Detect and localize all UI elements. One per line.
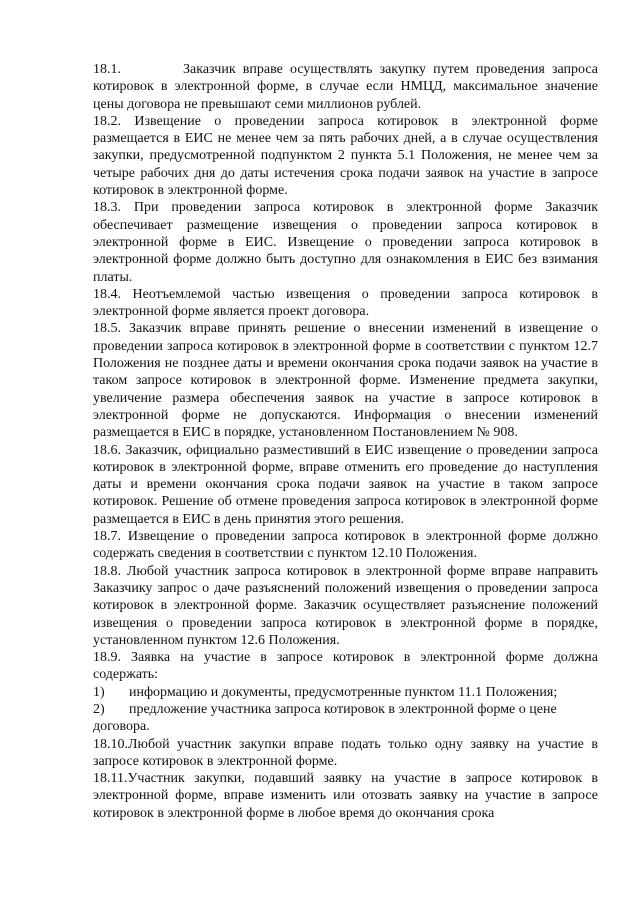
paragraph-text: При проведении запроса котировок в электронной форме Заказчик обеспечивает размещение извещения о проведении запроса котировок в электронной форме в ЕИС. Извещение о проведении запроса котировок в электронной форме должно быть доступно для ознакомления в ЕИС без взимания платы. <box>93 200 599 285</box>
paragraph-text: Заказчик, официально разместивший в ЕИС извещение о проведении запроса котировок в электронной форме, вправе отменить его проведение до наступления даты и времени окончания срока подачи заявок на участие в таком запросе котировок. Решение об отмене проведения запроса котировок в электронной форме размещается в ЕИС в день принятия этого решения. <box>93 442 599 527</box>
paragraph-18-11 <box>93 770 598 822</box>
list-item-text: предложение участника запроса котировок в электронной форме о цене <box>129 701 557 717</box>
list-item-number: 1) <box>93 684 105 700</box>
paragraph-text: Любой участник закупки вправе подать только одну заявку на участие в запросе котировок в электронной форме. <box>93 736 598 769</box>
document-page <box>93 61 598 822</box>
paragraph-text: Участник закупки, подавший заявку на участие в запросе котировок в электронной форме, вправе изменить или отозвать заявку на участие в запросе котировок в электронной форме в любое время до окончания срока <box>93 771 598 821</box>
paragraph-number: 18.7. <box>93 529 121 545</box>
paragraph-number: 18.1. <box>93 62 121 77</box>
list-item-continuation: договора. <box>93 719 150 735</box>
paragraph-18-2 <box>93 113 598 199</box>
paragraph-text: Неотъемлемой частью извещения о проведении запроса котировок в электронной форме является проект договора. <box>93 286 598 320</box>
list-item-1 <box>93 684 598 701</box>
paragraph-18-8 <box>93 563 598 649</box>
paragraph-number: 18.9. <box>93 650 121 666</box>
paragraph-text: Заявка на участие в запросе котировок в электронной форме должна содержать: <box>93 650 598 683</box>
list-item-body <box>93 701 598 736</box>
paragraph-18-3 <box>93 199 598 285</box>
paragraph-number: 18.3. <box>93 200 121 216</box>
paragraph-18-9 <box>93 649 598 684</box>
paragraph-number: 18.5. <box>93 321 121 337</box>
list-item-2 <box>93 701 598 736</box>
paragraph-text: Любой участник запроса котировок в электронной форме вправе направить Заказчику запрос о даче разъяснений положений извещения о проведении запроса котировок в электронной форме. Заказчик осуществляет разъяснение положений извещения о проведении запроса котировок в электронной форме в порядке, установленном пунктом 12.6 Положения. <box>93 563 598 648</box>
paragraph-number: 18.10. <box>93 736 128 752</box>
paragraph-number: 18.8. <box>93 563 121 579</box>
paragraph-number: 18.6. <box>93 442 121 458</box>
paragraph-number: 18.11. <box>93 771 128 787</box>
paragraph-text: Заказчик вправе принять решение о внесении изменений в извещение о проведении запроса котировок в электронной форме в соответствии с пунктом 12.7 Положения не позднее даты и времени окончания срока подачи заявок на участие в таком запросе котировок в электронной форме. Изменение предмета закупки, увеличение размера обеспечения заявок на участие в запросе котировок в электронной форме не допускаются. Информация о внесении изменений размещается в ЕИС в порядке, установленном Постановлением № 908. <box>93 321 599 441</box>
paragraph-18-6 <box>93 442 598 528</box>
paragraph-18-4 <box>93 286 598 321</box>
paragraph-text: Извещение о проведении запроса котировок в электронной форме должно содержать сведения в соответствии с пунктом 12.10 Положения. <box>93 529 599 562</box>
paragraph-text: Извещение о проведении запроса котировок в электронной форме размещается в ЕИС не менее чем за пять рабочих дней, а в случае осуществления закупки, предусмотренной подпунктом 2 пункта 5.1 Положения, не менее чем за четыре рабочих дня до даты истечения срока подачи заявок на участие в запросе котировок в электронной форме. <box>93 113 598 199</box>
paragraph-number: 18.4. <box>93 286 121 302</box>
list-item-number: 2) <box>93 701 105 717</box>
paragraph-18-7 <box>93 528 598 563</box>
paragraph-number: 18.2. <box>93 113 121 129</box>
list-item-text: информацию и документы, предусмотренные пунктом 11.1 Положения; <box>129 684 558 700</box>
paragraph-18-10 <box>93 736 598 771</box>
paragraph-18-1 <box>93 61 598 113</box>
paragraph-18-5 <box>93 320 598 441</box>
paragraph-text: Заказчик вправе осуществлять закупку путем проведения запроса котировок в электронной форме, в случае если НМЦД, максимальное значение цены договора не превышают семи миллионов рублей. <box>93 62 598 112</box>
